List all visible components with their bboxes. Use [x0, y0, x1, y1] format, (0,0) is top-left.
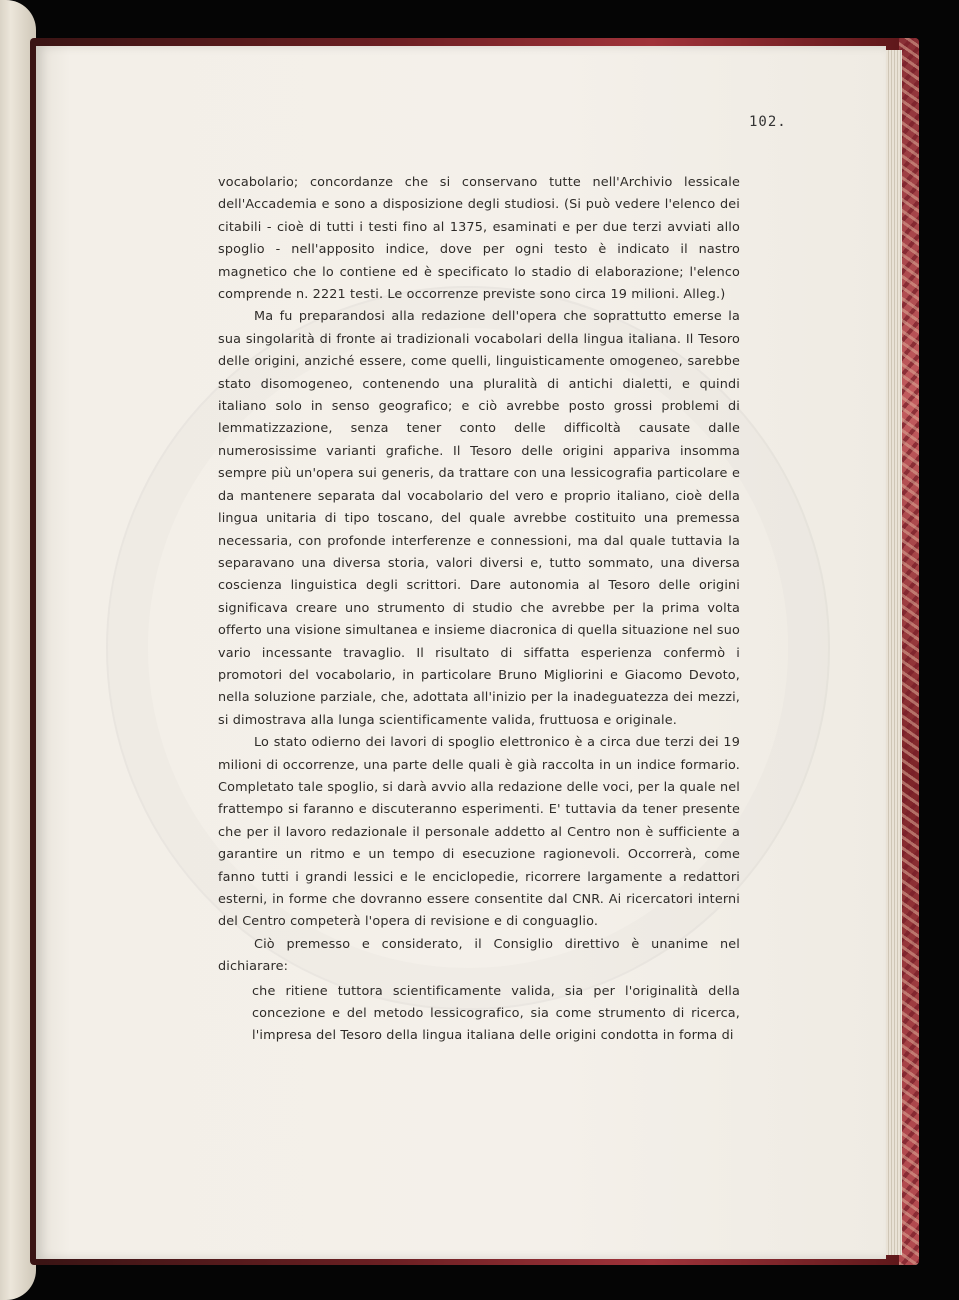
body-text	[218, 172, 740, 1048]
paragraph-stato-lavori: Lo stato odierno dei lavori di spoglio elettronico è a circa due terzi dei 19 milioni di occorrenze, una parte delle quali è già raccolta in un indice formario. Completato tale spoglio, si darà avvio alla redazione delle voci, per la quale nel frattempo si faranno e discuteranno esperimenti. E' tuttavia da tener presente che per il lavoro redazionale il personale addetto al Centro non è sufficiente a garantire un ritmo e un tempo di esecuzione ragionevoli. Occorrerà, come fanno tutti i grandi lessici e le enciclopedie, ricorrere largamente a redattori esterni, in forme che dovranno essere consentite dal CNR. Ai ricercatori interni del Centro competerà l'opera di revisione e di conguaglio.	[218, 735, 740, 930]
marbled-edge	[899, 38, 919, 1265]
paragraph-tesoro-origini: Ma fu preparandosi alla redazione dell'opera che soprattutto emerse la sua singolarità di fronte ai tradizionali vocabolari della lingua italiana. Il Tesoro delle origini, anziché essere, come quelli, linguisticamente omogeneo, sarebbe stato disomogeneo, contenendo una pluralità di antichi dialetti, e quindi italiano solo in senso geografico; e ciò avrebbe posto grossi problemi di lemmatizzazione, senza tener conto delle difficoltà causate dalle numerosissime varianti grafiche. Il Tesoro delle origini appariva insomma sempre più un'opera sui generis, da trattare con una lessicografia particolare e da mantenere separata dal vocabolario del vero e proprio italiano, cioè della lingua unitaria di tipo toscano, del quale avrebbe costituito una premessa necessaria, con profonde interferenze e connessioni, ma dal quale tuttavia la separavano una diversa storia, valori diversi e, tutto sommato, una diversa coscienza linguistica degli scrittori. Dare autonomia al Tesoro delle origini significava creare uno strumento di studio che avrebbe per la prima volta offerto una visione simultanea e insieme diacronica di quella situazione nel suo vario incessante travaglio. Il risultato di siffatta esperienza confermò i promotori del vocabolario, in particolare Bruno Migliorini e Giacomo Devoto, nella soluzione parziale, che, adottata all'inizio per la inadeguatezza dei mezzi, si dimostrava alla lunga scientificamente valida, fruttuosa e originale.	[218, 309, 740, 728]
page-number: 102.	[749, 114, 787, 130]
paragraph-dichiarazione: che ritiene tuttora scientificamente valida, sia per l'originalità della concezione e del metodo lessicografico, sia come strumento di ricerca, l'impresa del Tesoro della lingua italiana delle origini condotta in forma di	[252, 983, 740, 1044]
paragraph-premessa: Ciò premesso e considerato, il Consiglio direttivo è unanime nel dichiarare:	[218, 936, 740, 975]
paragraph-continuation: vocabolario; concordanze che si conservano tutte nell'Archivio lessicale dell'Accademia e sono a disposizione degli studiosi. (Si può vedere l'elenco dei citabili - cioè di tutti i testi fino al 1375, esaminati e per due terzi avviati allo spoglio - nell'apposito indice, dove per ogni testo è indicato il nastro magnetico che lo contiene ed è specificato lo stadio di elaborazione; l'elenco comprende n. 2221 testi. Le occorrenze previste sono circa 19 milioni. Alleg.)	[218, 175, 740, 303]
